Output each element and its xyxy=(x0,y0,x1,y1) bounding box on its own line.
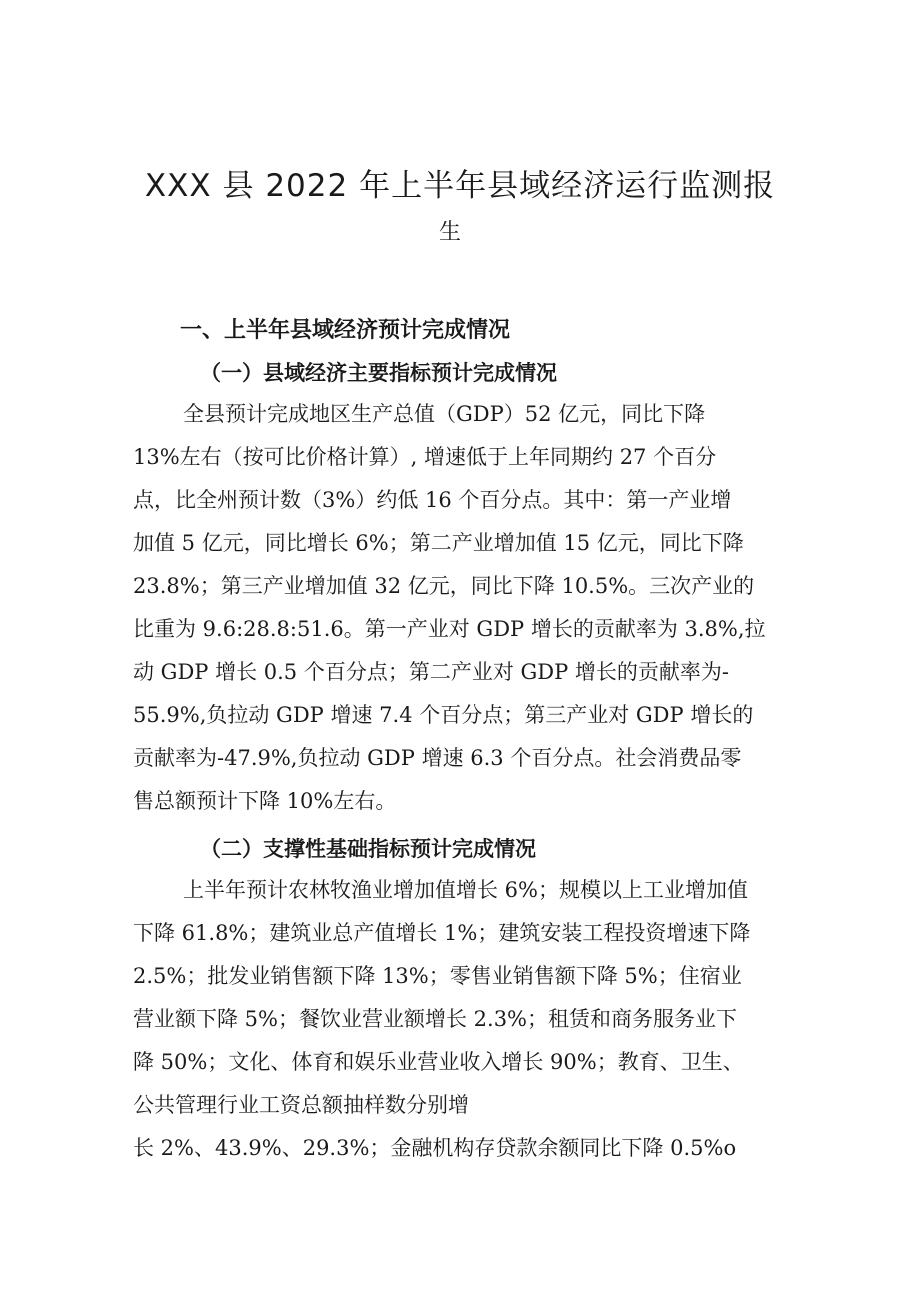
document-title-line-1: XXX 县 2022 年上半年县域经济运行监测报 xyxy=(144,168,776,204)
paragraph-line: 比重为 9.6:28.8:51.6。第一产业对 GDP 增长的贡献率为 3.8%,拉 xyxy=(133,617,766,641)
paragraph-line: 贡献率为-47.9%,负拉动 GDP 增速 6.3 个百分点。社会消费品零 xyxy=(133,746,742,770)
paragraph-line: 下降 61.8%；建筑业总产值增长 1%；建筑安装工程投资增速下降 xyxy=(133,921,751,945)
paragraph-line: 公共管理行业工资总额抽样数分别增 xyxy=(133,1093,469,1117)
paragraph-line: 全县预计完成地区生产总值（GDP）52 亿元，同比下降 xyxy=(183,402,706,426)
paragraph-supporting-indicators xyxy=(133,869,798,1170)
paragraph-line: 营业额下降 5%；餐饮业营业额增长 2.3%；租赁和商务服务业下 xyxy=(133,1007,738,1031)
paragraph-line: 55.9%,负拉动 GDP 增速 7.4 个百分点；第三产业对 GDP 增长的 xyxy=(133,703,754,727)
paragraph-line: 点，比全州预计数（3%）约低 16 个百分点。其中：第一产业增 xyxy=(133,488,732,512)
paragraph-line: 售总额预计下降 10%左右。 xyxy=(133,789,397,813)
paragraph-line: 加值 5 亿元，同比增长 6%；第二产业增加值 15 亿元，同比下降 xyxy=(133,531,744,555)
paragraph-line: 上半年预计农林牧渔业增加值增长 6%；规模以上工业增加值 xyxy=(183,878,748,902)
subsection-heading-2: （二）支撑性基础指标预计完成情况 xyxy=(200,837,536,861)
paragraph-line: 23.8%；第三产业增加值 32 亿元，同比下降 10.5%。三次产业的 xyxy=(133,574,755,598)
paragraph-line: 2.5%；批发业销售额下降 13%；零售业销售额下降 5%；住宿业 xyxy=(133,964,742,988)
document-title-line-2: 生 xyxy=(438,220,461,245)
paragraph-line: 降 50%；文化、体育和娱乐业营业收入增长 90%；教育、卫生、 xyxy=(133,1050,744,1074)
paragraph-gdp-indicators xyxy=(133,393,798,823)
subsection-heading-1: （一）县域经济主要指标预计完成情况 xyxy=(200,361,557,385)
paragraph-line: 动 GDP 增长 0.5 个百分点；第二产业对 GDP 增长的贡献率为- xyxy=(133,660,730,684)
paragraph-line: 13%左右（按可比价格计算）, 增速低于上年同期约 27 个百分 xyxy=(133,445,717,469)
section-heading-1: 一、上半年县域经济预计完成情况 xyxy=(180,318,511,343)
paragraph-line: 长 2%、43.9%、29.3%；金融机构存贷款余额同比下降 0.5%o xyxy=(133,1136,737,1160)
